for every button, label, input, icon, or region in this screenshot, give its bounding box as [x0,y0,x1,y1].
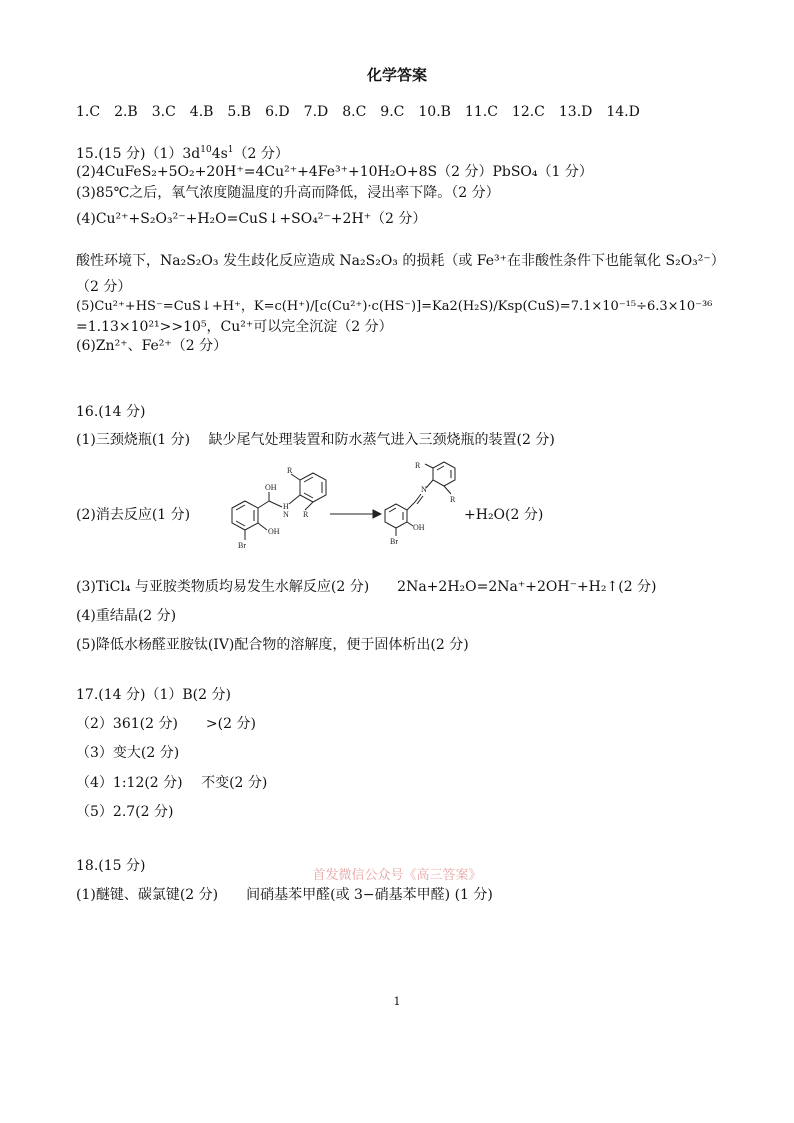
q17-line-3: （3）变大(2 分) [76,745,180,761]
q15-line-9: (6)Zn²⁺、Fe²⁺（2 分） [76,338,228,354]
reactant-nh-label: H [283,502,289,511]
product-br-label: Br [390,537,398,546]
product-r-label-2: R [450,495,456,504]
reactant-br-label: Br [238,541,246,550]
product-n-label: N [421,485,427,494]
page-title: 化学答案 [366,66,427,84]
q18-line-1: (1)醚键、碳氯键(2 分) 间硝基苯甲醛(或 3−硝基苯甲醛) (1 分) [76,887,493,903]
product-phenol-ring [385,504,407,528]
q15-head-mid: 4s [211,146,228,162]
q15-line-7: (5)Cu²⁺+HS⁻=CuS↓+H⁺，K=c(H⁺)/[c(Cu²⁺)·c(HS⁻)]=Ka2(H₂S)/Ksp(CuS)=7.1×10⁻¹⁵÷6.3×10⁻³⁶ [76,299,713,314]
q16-line-2: (2)消去反应(1 分) [76,507,191,523]
reactant-n-label: N [283,510,289,519]
q15-line-5: 酸性环境下，Na₂S₂O₃ 发生歧化反应造成 Na₂S₂O₃ 的损耗（或 Fe³⁺在非酸性条件下也能氧化 S₂O₃²⁻） [76,253,725,269]
q15-head-text: 15.(15 分)（1）3d [76,146,201,162]
watermark: 首发微信公众号《高三答案》 [312,868,482,883]
reactant-r-label-2: R [303,510,309,519]
q15-head-sup1: 10 [200,145,212,155]
q17-line-2: （2）361(2 分) >(2 分) [76,716,256,732]
reactant-oh2-label: OH [268,527,280,536]
q16-product-water: +H₂O(2 分) [464,507,544,523]
q16-line-4: (4)重结晶(2 分) [76,608,177,624]
q15-line-4: (4)Cu²⁺+S₂O₃²⁻+H₂O=CuS↓+SO₄²⁻+2H⁺（2 分） [76,211,427,227]
q15-line-3: (3)85℃之后，氧气浓度随温度的升高而降低，浸出率下降。（2 分） [76,185,500,201]
product-oh-label: OH [413,523,425,532]
page-number: 1 [393,995,401,1008]
q15-line-2: (2)4CuFeS₂+5O₂+20H⁺=4Cu²⁺+4Fe³⁺+10H₂O+8S（2 分）PbSO₄（1 分） [76,164,593,180]
q18-header: 18.(15 分) [76,858,146,874]
reaction-scheme [205,460,505,560]
product-r-label-1: R [415,461,421,470]
q16-header: 16.(14 分) [76,404,146,420]
q15-line-6: （2 分） [76,279,132,295]
q15-head-sup2: 1 [227,145,234,155]
q17-line-5: （5）2.7(2 分) [76,804,174,820]
product-aniline-ring [433,462,455,486]
mc-answers: 1.C 2.B 3.C 4.B 5.B 6.D 7.D 8.C 9.C 10.B 11.C 12.C 13.D 14.D [76,104,640,120]
q15-header [76,141,289,163]
q15-head-tail: （2 分） [233,146,289,162]
q16-line-3: (3)TiCl₄ 与亚胺类物质均易发生水解反应(2 分) 2Na+2H₂O=2Na⁺+2OH⁻+H₂↑(2 分) [76,579,657,595]
q17-header: 17.(14 分)（1）B(2 分) [76,687,231,703]
reactant-r-label-1: R [287,466,293,475]
q17-line-4: （4）1:12(2 分) 不变(2 分) [76,775,268,791]
q16-line-5: (5)降低水杨醛亚胺钛(IV)配合物的溶解度，便于固体析出(2 分) [76,637,469,653]
q15-line-8: =1.13×10²¹>>10⁵，Cu²⁺可以完全沉淀（2 分） [76,319,393,335]
reactant-oh-label: OH [265,483,277,492]
q16-line-1: (1)三颈烧瓶(1 分) 缺少尾气处理装置和防水蒸气进入三颈烧瓶的装置(2 分) [76,432,555,448]
